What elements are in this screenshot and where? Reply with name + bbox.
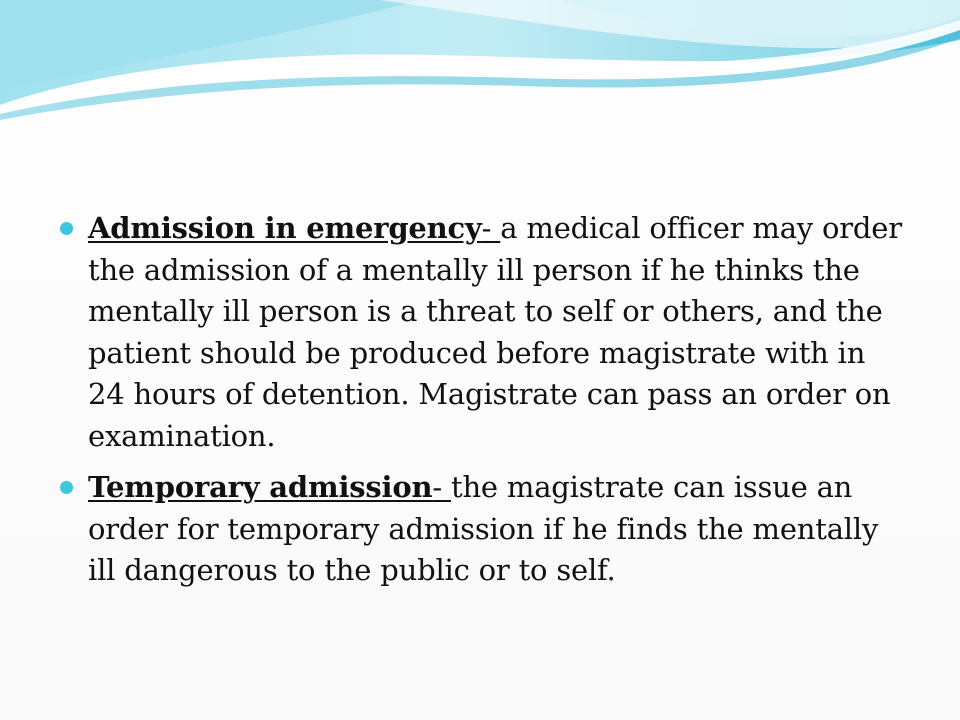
bullet-emergency-admission <box>58 208 908 457</box>
bullet-term: Temporary admission- <box>88 470 451 504</box>
bullet-text: a medical officer may order the admission of a mentally ill person if he thinks the mentally ill person is a threat to self or others, and the patient should be produced before magistrate with in 24 hours of detention. Magistrate can pass an order on examination. <box>88 211 902 453</box>
bullet-list <box>58 208 908 602</box>
bullet-dot-icon <box>60 481 73 494</box>
bullet-dot-icon <box>60 222 73 235</box>
header-wave-decoration <box>0 0 960 130</box>
bullet-term: Admission in emergency- <box>88 211 501 245</box>
bullet-temporary-admission <box>58 467 908 592</box>
bullet-text: the magistrate can issue an order for temporary admission if he finds the mentally ill dangerous to the public or to self. <box>88 470 879 587</box>
